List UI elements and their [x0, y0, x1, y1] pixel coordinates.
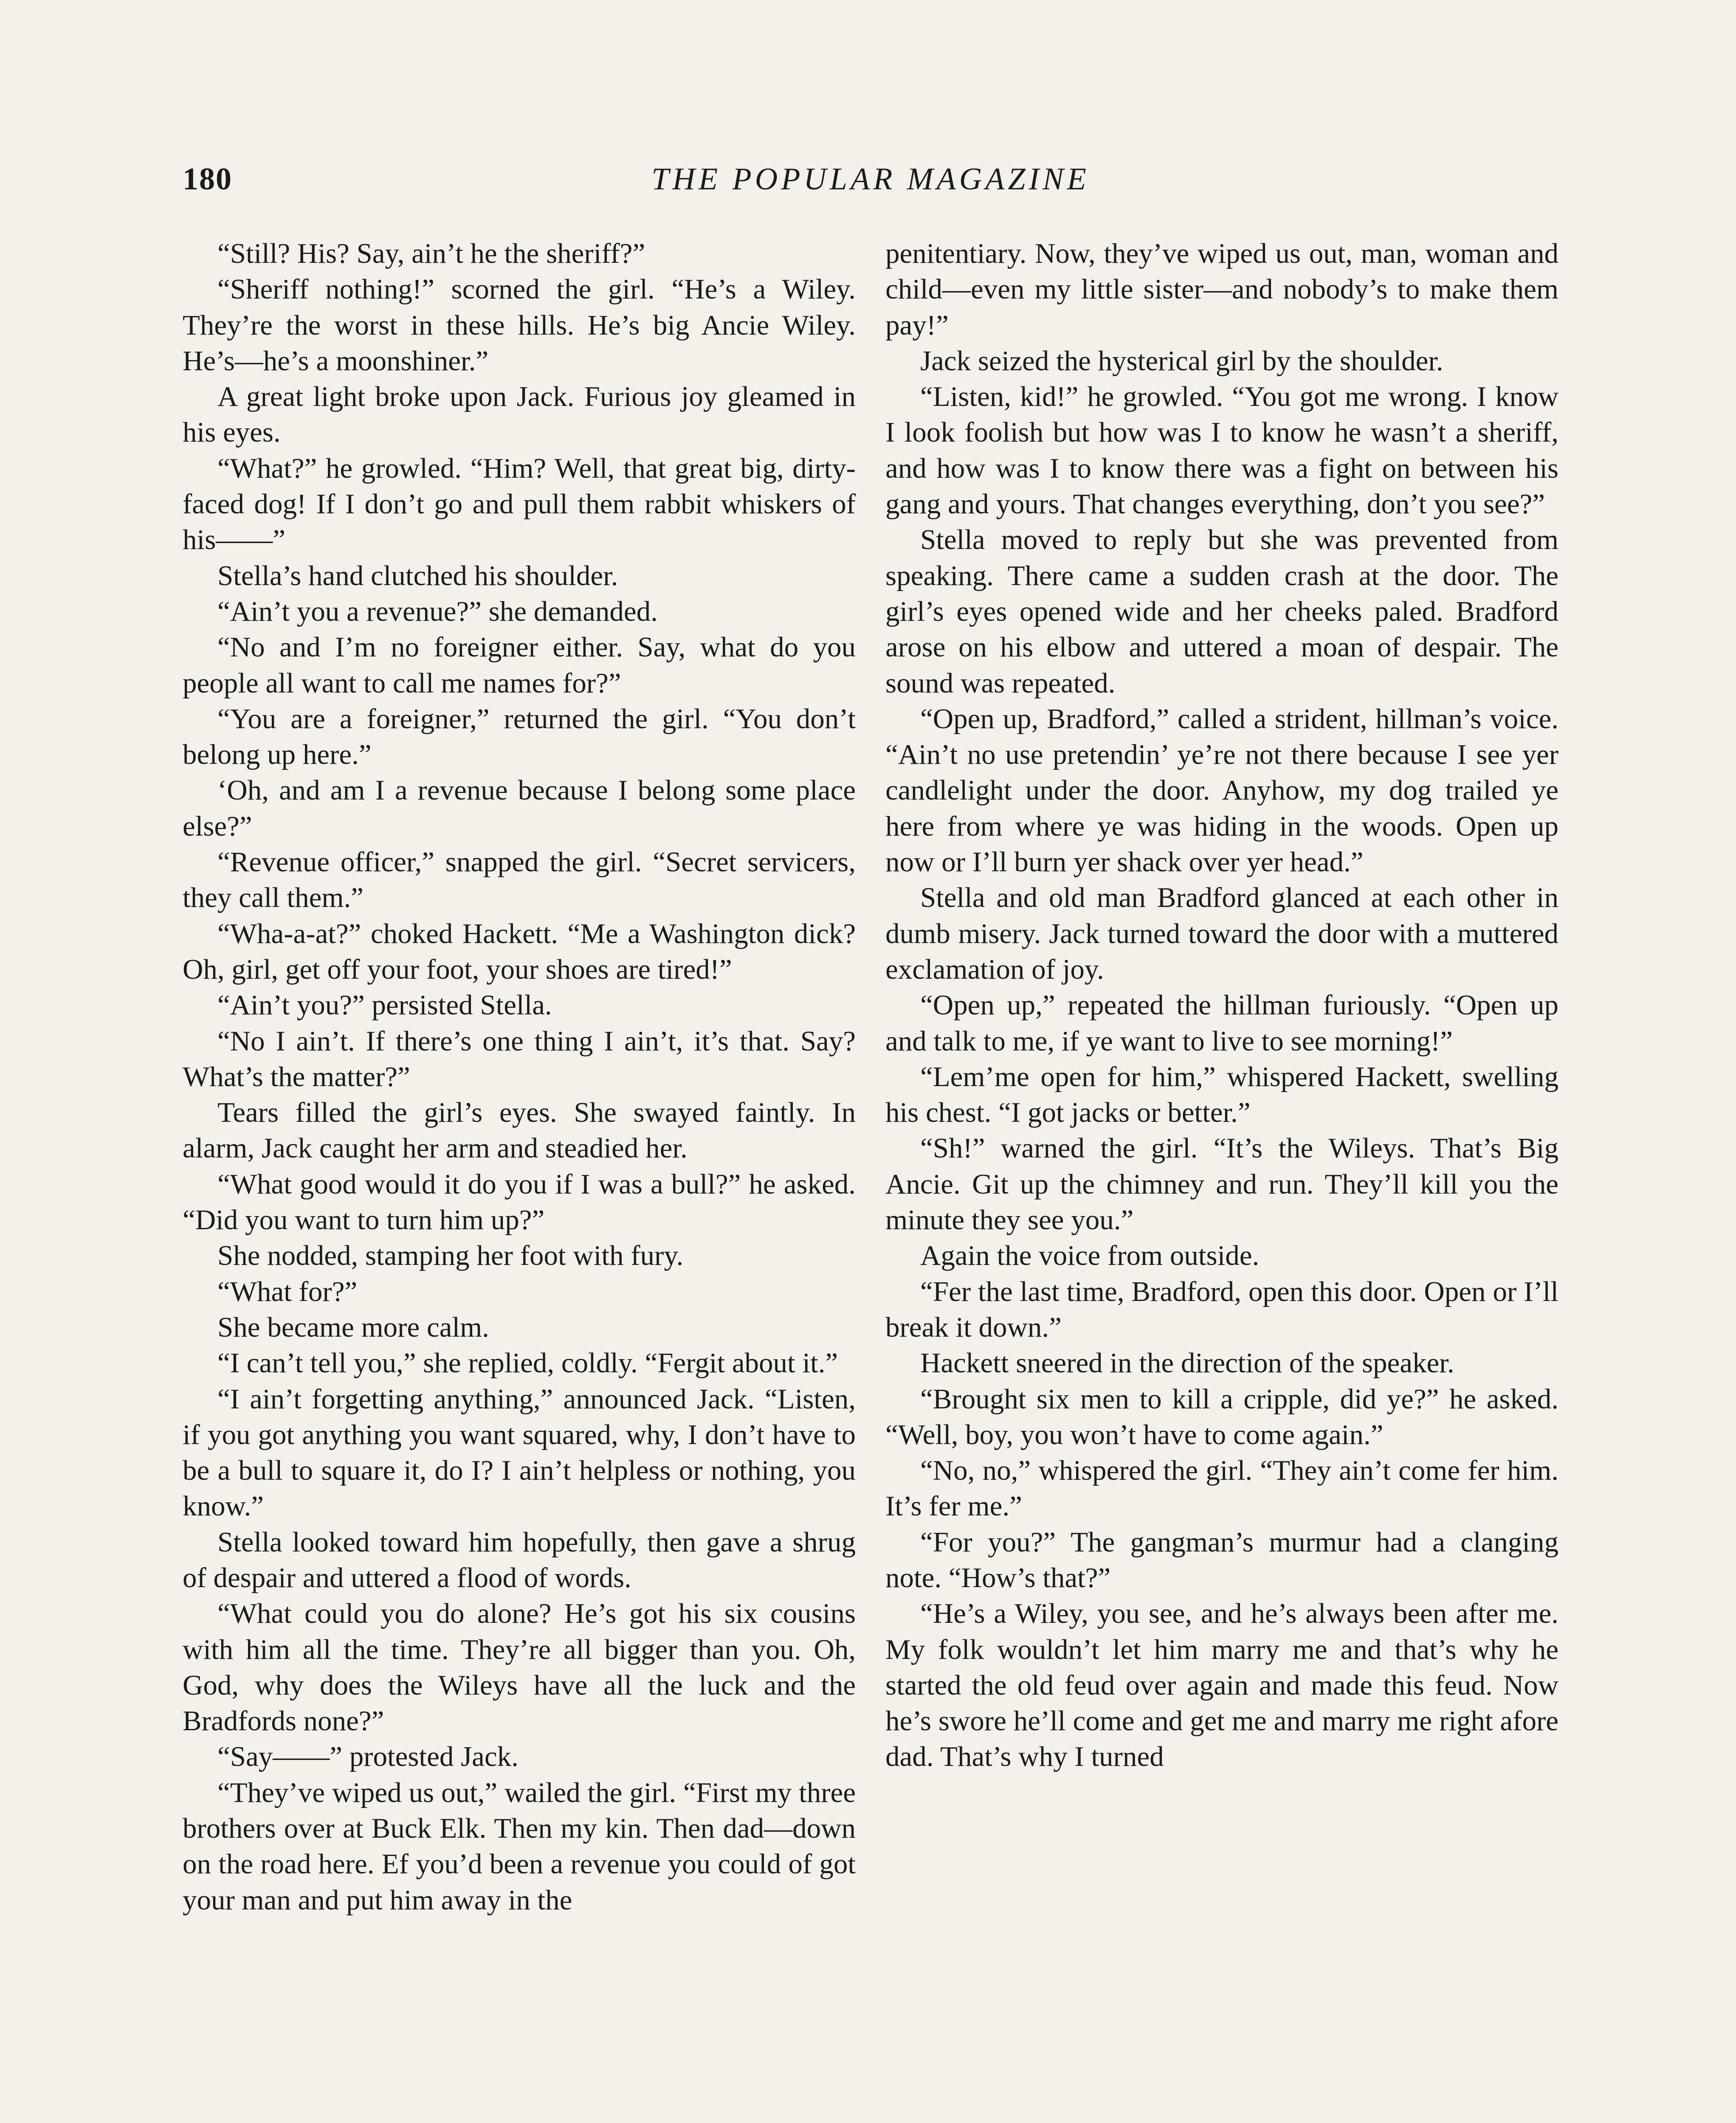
- paragraph: “No I ain’t. If there’s one thing I ain’t, it’s that. Say? What’s the matter?”: [183, 1025, 856, 1092]
- page-number: 180: [183, 162, 232, 197]
- paragraph: “No and I’m no foreigner either. Say, what do you people all want to call me names for?”: [183, 631, 856, 699]
- paragraph: “You are a foreigner,” returned the girl. “You don’t belong up here.”: [183, 703, 856, 771]
- paragraph: “Brought six men to kill a cripple, did ye?” he asked. “Well, boy, you won’t have to come again.”: [885, 1383, 1558, 1450]
- paragraph: “I ain’t forgetting anything,” announced Jack. “Listen, if you got anything you want squared, why, I don’t have to be a bull to square it, do I? I ain’t helpless or nothing, you know.”: [183, 1383, 856, 1522]
- paragraph: Again the voice from outside.: [920, 1240, 1260, 1272]
- text-columns: [183, 236, 1558, 2123]
- right-column: [885, 236, 1558, 2123]
- paragraph: “Sh!” warned the girl. “It’s the Wileys. That’s Big Ancie. Git up the chimney and run. They’ll kill you the minute they see you.”: [885, 1132, 1558, 1236]
- paragraph: Stella’s hand clutched his shoulder.: [217, 560, 618, 591]
- paragraph: “Open up, Bradford,” called a strident, hillman’s voice. “Ain’t no use pretendin’ ye’re not there because I see yer candlelight under the door. Anyhow, my dog trailed ye here from where ye was hiding in the woods. Open up now or I’ll burn yer shack over yer head.”: [885, 703, 1558, 878]
- paragraph: “Fer the last time, Bradford, open this door. Open or I’ll break it down.”: [885, 1275, 1558, 1343]
- paragraph-continuation: penitentiary. Now, they’ve wiped us out, man, woman and child—even my little sister—and nobody’s to make them pay!”: [885, 238, 1558, 341]
- paragraph: Stella looked toward him hopefully, then gave a shrug of despair and uttered a flood of words.: [183, 1526, 856, 1594]
- paragraph: Hackett sneered in the direction of the speaker.: [920, 1347, 1454, 1379]
- paragraph: “Still? His? Say, ain’t he the sheriff?”: [217, 238, 645, 269]
- paragraph: “What?” he growled. “Him? Well, that great big, dirty-faced dog! If I don’t go and pull them rabbit whiskers of his——”: [183, 452, 856, 556]
- paragraph: ‘Oh, and am I a revenue because I belong some place else?”: [183, 774, 856, 842]
- page-header: [183, 161, 1558, 212]
- running-title: THE POPULAR MAGAZINE: [651, 162, 1090, 197]
- paragraph: She became more calm.: [217, 1311, 489, 1343]
- paragraph: “Sheriff nothing!” scorned the girl. “He’s a Wiley. They’re the worst in these hills. He’s big Ancie Wiley. He’s—he’s a moonshiner.”: [183, 273, 856, 377]
- paragraph: “Lem’me open for him,” whispered Hackett, swelling his chest. “I got jacks or better.”: [885, 1061, 1558, 1129]
- paragraph: A great light broke upon Jack. Furious joy gleamed in his eyes.: [183, 381, 856, 448]
- paragraph: “What could you do alone? He’s got his six cousins with him all the time. They’re all bigger than you. Oh, God, why does the Wileys have all the luck and the Bradfords none?”: [183, 1598, 856, 1737]
- paragraph: “Ain’t you?” persisted Stella.: [217, 989, 552, 1021]
- paragraph: “I can’t tell you,” she replied, coldly. “Fergit about it.”: [217, 1347, 838, 1379]
- paragraph: “They’ve wiped us out,” wailed the girl. “First my three brothers over at Buck Elk. Then my kin. Then dad—down on the road here. Ef you’d been a revenue you could of got your man and put him away in the: [183, 1777, 856, 1916]
- paragraph: Tears filled the girl’s eyes. She swayed faintly. In alarm, Jack caught her arm and steadied her.: [183, 1097, 856, 1164]
- paragraph: “For you?” The gangman’s murmur had a clanging note. “How’s that?”: [885, 1526, 1558, 1594]
- paragraph: “He’s a Wiley, you see, and he’s always been after me. My folk wouldn’t let him marry me and that’s why he started the old feud over again and made this feud. Now he’s swore he’ll come and get me and marry me right afore dad. That’s why I turned: [885, 1598, 1558, 1773]
- paragraph: She nodded, stamping her foot with fury.: [217, 1240, 684, 1272]
- paragraph: Stella and old man Bradford glanced at each other in dumb misery. Jack turned toward the door with a muttered exclamation of joy.: [885, 882, 1558, 985]
- paragraph: “What good would it do you if I was a bull?” he asked. “Did you want to turn him up?”: [183, 1168, 856, 1236]
- paragraph: “No, no,” whispered the girl. “They ain’t come fer him. It’s fer me.”: [885, 1455, 1558, 1522]
- paragraph: “Open up,” repeated the hillman furiously. “Open up and talk to me, if ye want to live to see morning!”: [885, 989, 1558, 1057]
- paragraph: “What for?”: [217, 1275, 358, 1307]
- paragraph: “Ain’t you a revenue?” she demanded.: [217, 595, 658, 627]
- paragraph: Stella moved to reply but she was prevented from speaking. There came a sudden crash at the door. The girl’s eyes opened wide and her cheeks paled. Bradford arose on his elbow and uttered a moan of despair. The sound was repeated.: [885, 524, 1558, 699]
- paragraph: “Listen, kid!” he growled. “You got me wrong. I know I look foolish but how was I to know he wasn’t a sheriff, and how was I to know there was a fight on between his gang and yours. That changes everything, don’t you see?”: [885, 381, 1558, 520]
- left-column: [183, 236, 856, 2123]
- paragraph: “Say——” protested Jack.: [217, 1741, 519, 1773]
- paragraph: “Revenue officer,” snapped the girl. “Secret servicers, they call them.”: [183, 846, 856, 914]
- paragraph: Jack seized the hysterical girl by the shoulder.: [920, 345, 1443, 377]
- paragraph: “Wha-a-at?” choked Hackett. “Me a Washington dick? Oh, girl, get off your foot, your shoes are tired!”: [183, 918, 856, 985]
